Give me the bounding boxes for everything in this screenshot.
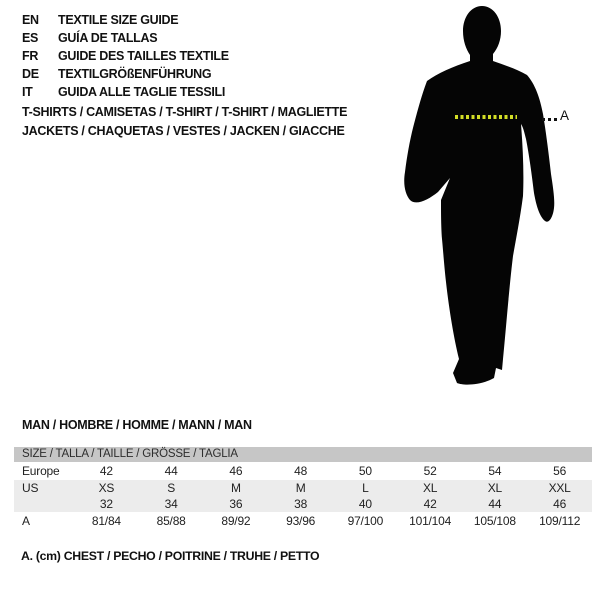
measurement-footnote: A. (cm) CHEST / PECHO / POITRINE / TRUHE / PETTO <box>21 549 320 563</box>
table-cell: S <box>167 481 176 495</box>
language-list <box>22 11 229 101</box>
language-row <box>22 65 229 83</box>
man-silhouette-figure <box>400 4 585 390</box>
table-cell: 42 <box>99 464 113 478</box>
table-cell: 105/108 <box>473 514 516 528</box>
table-cell: 40 <box>358 497 372 511</box>
table-cell: 109/112 <box>539 514 581 528</box>
category-tshirts: T-SHIRTS / CAMISETAS / T-SHIRT / T-SHIRT / MAGLIETTE <box>22 105 348 119</box>
table-cell: 81/84 <box>91 514 121 528</box>
table-cell: 89/92 <box>221 514 251 528</box>
category-jackets: JACKETS / CHAQUETAS / VESTES / JACKEN / GIACCHE <box>22 124 345 138</box>
table-cell: 101/104 <box>409 514 452 528</box>
table-cell: M <box>295 481 306 495</box>
language-row <box>22 83 229 101</box>
table-cell: L <box>362 481 369 495</box>
table-cell: M <box>230 481 241 495</box>
language-code: EN <box>22 13 39 27</box>
size-table <box>14 447 592 531</box>
table-cell: 44 <box>164 464 178 478</box>
table-cell: XS <box>98 481 115 495</box>
language-code: IT <box>22 85 33 99</box>
language-title: TEXTILGRÖßENFÜHRUNG <box>58 67 212 81</box>
language-row <box>22 11 229 29</box>
table-row-chest-a <box>14 512 592 531</box>
table-cell: 32 <box>99 497 113 511</box>
table-cell: 42 <box>423 497 437 511</box>
size-table-header: SIZE / TALLA / TAILLE / GRÖSSE / TAGLIA <box>14 447 592 462</box>
table-cell: 54 <box>488 464 502 478</box>
table-cell: 44 <box>488 497 502 511</box>
table-cell: 93/96 <box>286 514 316 528</box>
garment-categories <box>22 103 347 141</box>
table-row-us-numeric <box>14 496 592 512</box>
man-silhouette-icon <box>400 4 565 390</box>
table-cell: 97/100 <box>347 514 384 528</box>
chest-measure-line <box>455 115 517 119</box>
row-label: US <box>22 481 39 495</box>
language-title: GUIDE DES TAILLES TEXTILE <box>58 49 229 63</box>
table-cell: 38 <box>294 497 308 511</box>
language-row <box>22 29 229 47</box>
language-title: GUIDA ALLE TAGLIE TESSILI <box>58 85 226 99</box>
table-cell: XL <box>487 481 503 495</box>
table-row-europe <box>14 462 592 480</box>
language-row <box>22 47 229 65</box>
language-code: FR <box>22 49 39 63</box>
measure-leader-line <box>542 118 559 121</box>
table-cell: 48 <box>294 464 308 478</box>
language-code: ES <box>22 31 39 45</box>
table-cell: 56 <box>553 464 567 478</box>
language-title: TEXTILE SIZE GUIDE <box>58 13 179 27</box>
table-cell: XL <box>422 481 438 495</box>
table-cell: 46 <box>553 497 567 511</box>
measure-label-a: A <box>560 108 570 123</box>
table-cell: 46 <box>229 464 243 478</box>
row-label: Europe <box>22 464 60 478</box>
table-cell: 36 <box>229 497 243 511</box>
row-label: A <box>22 514 30 528</box>
table-cell: 50 <box>358 464 372 478</box>
table-cell: 34 <box>164 497 178 511</box>
table-cell: 52 <box>423 464 437 478</box>
language-title: GUÍA DE TALLAS <box>58 31 158 45</box>
section-title-man: MAN / HOMBRE / HOMME / MANN / MAN <box>22 418 252 432</box>
row-label <box>14 496 74 512</box>
table-row-us <box>14 480 592 496</box>
table-cell: 85/88 <box>156 514 186 528</box>
table-cell: XXL <box>548 481 571 495</box>
language-code: DE <box>22 67 39 81</box>
